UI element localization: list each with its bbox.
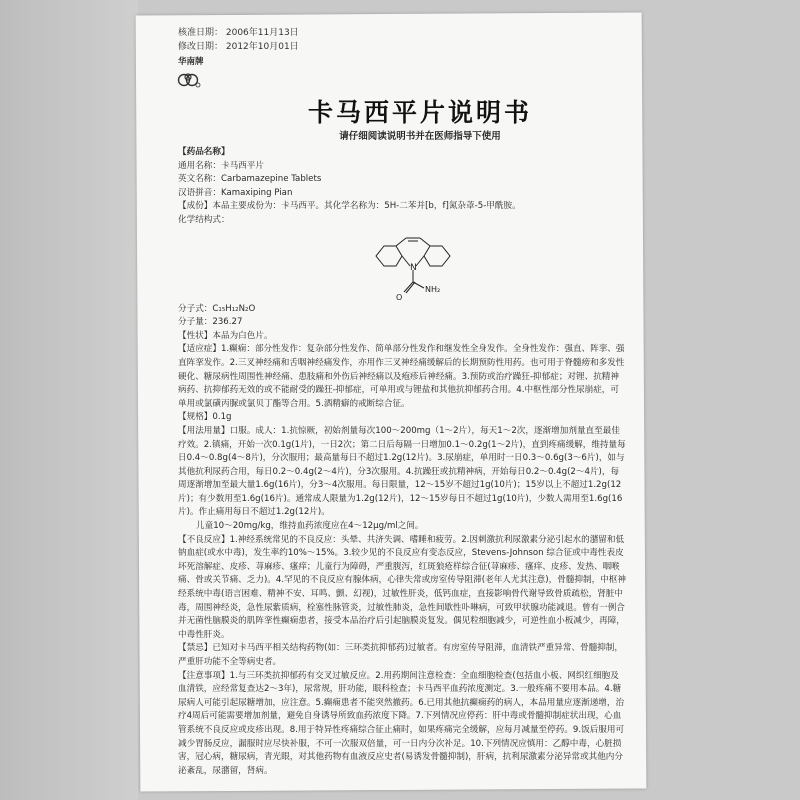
- molecular-weight: 分子量：236.27: [178, 317, 243, 328]
- dosage-child: 儿童10～20mg/kg，维持血药浓度应在4～12μg/ml之间。: [196, 521, 424, 532]
- background-edge: [0, 0, 138, 800]
- page-title: 卡马西平片说明书: [307, 98, 532, 127]
- structure-o: O: [396, 292, 403, 302]
- structure-label: 化学结构式：: [178, 214, 230, 225]
- adverse-reactions-section: 【不良反应】1.神经系统常见的不良反应：头晕、共济失调、嗜睡和疲劳。2.因刺激抗利尿激素分泌引起水的潴留和低钠血症(或水中毒)，发生率约10%～15%。3.较少见的不良反应有变态反应，Stevens-Johnson 综合征或中毒性表皮坏死溶解症、皮疹、荨麻疹、瘙痒；儿童行为障碍，严重腹泻，红斑狼疮样综合征(荨麻疹、瘙痒、皮疹、发热、咽喉痛、骨或关节痛、乏力)。4.罕见的不良反应有腺体病，心律失常或房室传导阻滞(老年人尤其注意)，骨髓抑制，中枢神经系统中毒(语言困难、精神不安、耳鸣、颤、幻视)，过敏性肝炎，低钙血症，直接影响骨代谢导致骨质疏松，肾脏中毒，周围神经炎，急性尿紫质病，栓塞性脉管炎，过敏性肺炎，急性间歇性卟啉病，可致甲状腺功能减退。曾有一例合并无菌性脑膜炎的肌阵挛性癫痫患者，接受本品治疗后引起脑膜炎复发。偶见粒细胞减少，可逆性血小板减少，再障，中毒性肝炎。: [178, 534, 626, 640]
- revision-date: 修改日期： 2012年10月01日: [178, 42, 299, 52]
- ingredients-section: 【成份】本品主要成份为：卡马西平。其化学名称为：5H-二苯并[b，f]氮杂䓬-5-甲酰胺。: [178, 201, 521, 212]
- drug-name-heading: 【药品名称】: [178, 147, 230, 157]
- approval-date: 核准日期： 2006年11月13日: [178, 28, 299, 38]
- english-name: 英文名称：Carbamazepine Tablets: [178, 174, 322, 185]
- brand-name: 华南牌: [178, 57, 204, 67]
- structure-nh2: NH₂: [425, 284, 441, 294]
- carbamazepine-structure-icon: [368, 232, 458, 304]
- structure-n: N: [410, 262, 417, 273]
- molecular-formula: 分子式：C₁₅H₁₂N₂O: [178, 303, 256, 314]
- leaflet-body: [178, 146, 626, 778]
- huanan-logo-icon: [177, 70, 201, 90]
- precautions-section: 【注意事项】1.与三环类抗抑郁药有交叉过敏反应。2.用药期间注意检查：全血细胞检查(包括血小板、网织红细胞及血清铁，应经常复查达2～3年)，尿常规，肝功能，眼科检查；卡马西平血药浓度测定。3.一般疼痛不要用本品。4.糖尿病人可能引起尿糖增加，应注意。5.癫痫患者不能突然撤药。6.已用其他抗癫痫药的病人，本品用量应逐渐递增，治疗4周后可能需要增加剂量，避免自身诱导所致血药浓度下降。7.下列情况应停药：肝中毒或骨髓抑制症状出现，心血管系统不良反应或皮疹出现。8.用于特异性疼痛综合征止痛时，如果疼痛完全缓解，应每月减量至停药。9.饭后服用可减少胃肠反应，漏服时应尽快补服，不可一次服双倍量，可一日内分次补足。10.下列情况应慎用：乙醇中毒，心脏损害，冠心病，糖尿病，青光眼，对其他药物有血液反应史者(易诱发骨髓抑制)，肝病，抗利尿激素分泌异常或其他内分泌紊乱，尿潴留，肾病。: [178, 670, 625, 776]
- contraindications-section: 【禁忌】已知对卡马西平相关结构药物(如：三环类抗抑郁药)过敏者。有房室传导阻滞，血清铁严重异常、骨髓抑制，严重肝功能不全等病史者。: [178, 643, 623, 667]
- chemical-structure: [178, 228, 626, 303]
- specification-section: 【规格】0.1g: [178, 412, 232, 423]
- pinyin-name: 汉语拼音：Kamaxiping Pian: [178, 187, 293, 198]
- dosage-section: 【用法用量】口服。成人：1.抗惊厥，初始剂量每次100～200mg（1～2片），每天1～2次，逐渐增加剂量直至最佳疗效。2.镇痛，开始一次0.1g(1片)，一日2次；第二日后每隔一日增加0.1～0.2g(1～2片)，直到疼痛缓解，维持量每日0.4～0.8g(4～8片)，分次服用；最高量每日不超过1.2g(12片)。3.尿崩症，单用时一日0.3～0.6g(3～6片)，如与其他抗利尿药合用，每日0.2～0.4g(2～4片)，分3次服用。4.抗躁狂或抗精神病，开始每日0.2～0.4g(2～4片)，每周逐渐增加至最大量1.6g(16片)，分3～4次服用。每日限量，12～15岁不超过1g(10片)；15岁以上不超过1.2g(12片)；有少数用至1.6g(16片)。通常成人限量为1.2g(12片)，12～15岁每日不超过1g(10片)，少数人需用至1.6g(16片)。作止痛用每日不超过1.2g(12片)。: [178, 425, 626, 518]
- indications-section: 【适应症】1.癫痫：部分性发作：复杂部分性发作、简单部分性发作和继发性全身发作。全身性发作：强直、阵挛、强直阵挛发作。2.三叉神经痛和舌咽神经痛发作，亦用作三叉神经痛缓解后的长期预防性用药。也可用于脊髓痨和多发性硬化、糖尿病性周围性神经痛、患肢痛和外伤后神经痛以及疱疹后神经痛。3.预防或治疗躁狂-抑郁症；对锂、抗精神病药、抗抑郁药无效的或不能耐受的躁狂-抑郁症，可单用或与锂盐和其他抗抑郁药合用。4.中枢性部分性尿崩症，可单用或氯磺丙脲或氯贝丁酯等合用。5.酒精癖的戒断综合征。: [178, 344, 625, 409]
- generic-name: 通用名称：卡马西平片: [178, 160, 264, 171]
- page-subtitle: 请仔细阅读说明书并在医师指导下使用: [339, 131, 501, 142]
- date-block: [178, 26, 299, 54]
- appearance-section: 【性状】本品为白色片。: [178, 330, 273, 341]
